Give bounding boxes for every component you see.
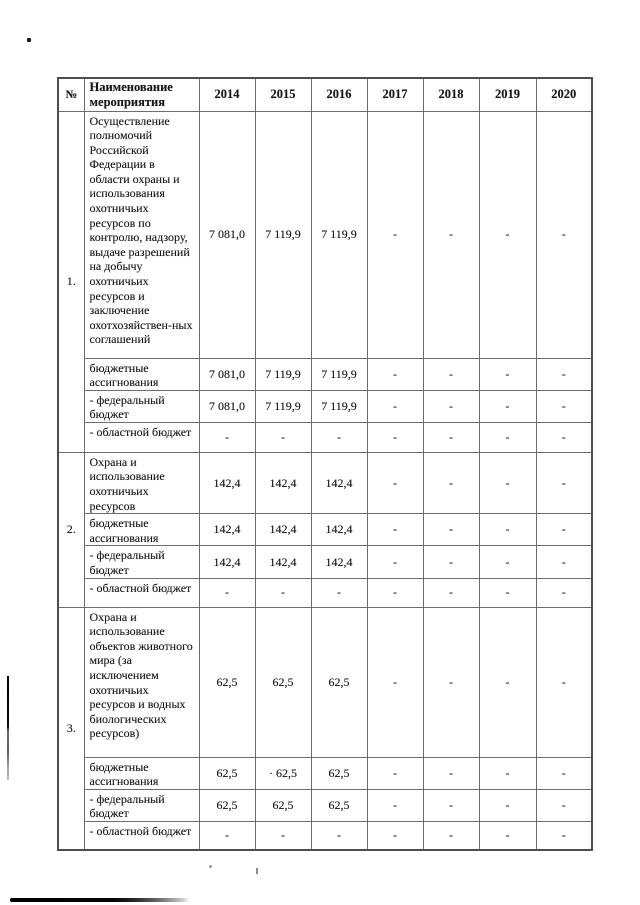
value-cell: - <box>367 422 423 452</box>
value-cell: 142,4 <box>199 514 255 546</box>
value-cell: 7 119,9 <box>255 390 311 422</box>
budget-line-label: - федеральный бюджет <box>84 789 199 821</box>
value-cell: 62,5 <box>199 757 255 789</box>
value-cell: 62,5 <box>311 789 367 821</box>
value-cell: - <box>367 452 423 513</box>
value-cell: 7 119,9 <box>255 111 311 358</box>
value-cell: - <box>311 578 367 607</box>
value-cell: - <box>479 546 536 578</box>
value-cell: - <box>423 822 479 850</box>
value-cell: · 62,5 <box>255 757 311 789</box>
section-3-program-row <box>58 607 592 757</box>
scan-bottom-line-artifact <box>10 898 190 902</box>
value-cell: - <box>199 422 255 452</box>
scan-speck <box>27 38 31 42</box>
value-cell: - <box>479 789 536 821</box>
value-cell: - <box>536 452 592 513</box>
section-3-federal-row <box>58 789 592 821</box>
section-number: 2. <box>58 452 84 607</box>
section-3-budget-row <box>58 757 592 789</box>
value-cell: - <box>311 422 367 452</box>
value-cell: 7 119,9 <box>311 390 367 422</box>
col-header-number: № <box>58 78 84 111</box>
budget-line-label: бюджетные ассигнования <box>84 757 199 789</box>
budget-line-label: - областной бюджет <box>84 422 199 452</box>
value-cell: - <box>536 578 592 607</box>
value-cell: 142,4 <box>199 546 255 578</box>
value-cell: - <box>536 789 592 821</box>
col-header-year-2017: 2017 <box>367 78 423 111</box>
value-cell: - <box>536 390 592 422</box>
section-2-federal-row <box>58 546 592 578</box>
value-cell: - <box>423 422 479 452</box>
budget-line-label: - областной бюджет <box>84 822 199 850</box>
activity-name-cell: Охрана и использование объектов животного мира (за исключением охотничьих ресурсов и водных биологических ресурсов) <box>84 607 199 757</box>
value-cell: - <box>367 358 423 390</box>
section-1-program-row <box>58 111 592 358</box>
value-cell: 7 119,9 <box>311 111 367 358</box>
value-cell: 7 081,0 <box>199 111 255 358</box>
value-cell: - <box>367 607 423 757</box>
section-1-regional-row <box>58 422 592 452</box>
value-cell: - <box>536 757 592 789</box>
scan-speck <box>209 865 212 868</box>
value-cell: - <box>479 757 536 789</box>
value-cell: - <box>423 789 479 821</box>
value-cell: - <box>479 822 536 850</box>
activity-name-cell: Осуществление полномочий Российской Федерации в области охраны и использования охотничьих ресурсов по контролю, надзору, выдаче разрешений на добычу охотничьих ресурсов и заключение охотхозяйствен-ных соглашений <box>84 111 199 358</box>
value-cell: - <box>367 390 423 422</box>
value-cell: - <box>423 452 479 513</box>
scan-speck <box>256 868 258 874</box>
value-cell: - <box>423 546 479 578</box>
budget-line-label: - федеральный бюджет <box>84 390 199 422</box>
value-cell: - <box>423 358 479 390</box>
section-2-program-row <box>58 452 592 513</box>
value-cell: - <box>367 757 423 789</box>
value-cell: - <box>367 111 423 358</box>
budget-line-label: - областной бюджет <box>84 578 199 607</box>
value-cell: - <box>255 822 311 850</box>
value-cell: - <box>255 422 311 452</box>
value-cell: - <box>367 789 423 821</box>
value-cell: 142,4 <box>311 452 367 513</box>
value-cell: 142,4 <box>255 514 311 546</box>
col-header-year-2019: 2019 <box>479 78 536 111</box>
value-cell: - <box>536 422 592 452</box>
value-cell: 7 081,0 <box>199 358 255 390</box>
value-cell: - <box>536 358 592 390</box>
value-cell: 62,5 <box>255 789 311 821</box>
value-cell: - <box>367 578 423 607</box>
value-cell: - <box>423 514 479 546</box>
value-cell: - <box>367 822 423 850</box>
value-cell: 62,5 <box>199 789 255 821</box>
value-cell: - <box>536 607 592 757</box>
section-1-federal-row <box>58 390 592 422</box>
col-header-activity-name: Наименование мероприятия <box>84 78 199 111</box>
budget-allocations-table <box>57 77 593 851</box>
value-cell: 142,4 <box>255 452 311 513</box>
section-2-budget-row <box>58 514 592 546</box>
value-cell: 7 081,0 <box>199 390 255 422</box>
col-header-year-2016: 2016 <box>311 78 367 111</box>
col-header-year-2014: 2014 <box>199 78 255 111</box>
value-cell: - <box>536 546 592 578</box>
section-number: 3. <box>58 607 84 849</box>
value-cell: - <box>536 111 592 358</box>
value-cell: 7 119,9 <box>255 358 311 390</box>
value-cell: - <box>367 514 423 546</box>
value-cell: 142,4 <box>255 546 311 578</box>
activity-name-cell: Охрана и использование охотничьих ресурсов <box>84 452 199 513</box>
value-cell: - <box>479 452 536 513</box>
section-2-regional-row <box>58 578 592 607</box>
value-cell: - <box>479 578 536 607</box>
value-cell: - <box>423 111 479 358</box>
value-cell: - <box>479 514 536 546</box>
value-cell: - <box>199 822 255 850</box>
col-header-year-2015: 2015 <box>255 78 311 111</box>
value-cell: 62,5 <box>311 757 367 789</box>
section-number: 1. <box>58 111 84 452</box>
value-cell: - <box>536 822 592 850</box>
value-cell: - <box>311 822 367 850</box>
value-cell: 7 119,9 <box>311 358 367 390</box>
value-cell: - <box>423 607 479 757</box>
section-1-budget-row <box>58 358 592 390</box>
budget-line-label: - федеральный бюджет <box>84 546 199 578</box>
scan-vertical-line-artifact <box>7 676 9 780</box>
value-cell: - <box>479 607 536 757</box>
col-header-year-2018: 2018 <box>423 78 479 111</box>
value-cell: - <box>255 578 311 607</box>
value-cell: 142,4 <box>311 546 367 578</box>
value-cell: 62,5 <box>199 607 255 757</box>
value-cell: - <box>479 358 536 390</box>
value-cell: - <box>423 390 479 422</box>
value-cell: 62,5 <box>311 607 367 757</box>
value-cell: - <box>367 546 423 578</box>
table-header-row <box>58 78 592 111</box>
section-3-regional-row <box>58 822 592 850</box>
value-cell: - <box>479 111 536 358</box>
value-cell: 142,4 <box>311 514 367 546</box>
budget-line-label: бюджетные ассигнования <box>84 358 199 390</box>
value-cell: - <box>479 390 536 422</box>
value-cell: 62,5 <box>255 607 311 757</box>
value-cell: - <box>536 514 592 546</box>
value-cell: - <box>423 578 479 607</box>
value-cell: 142,4 <box>199 452 255 513</box>
value-cell: - <box>199 578 255 607</box>
value-cell: - <box>423 757 479 789</box>
col-header-year-2020: 2020 <box>536 78 592 111</box>
value-cell: - <box>479 422 536 452</box>
budget-line-label: бюджетные ассигнования <box>84 514 199 546</box>
